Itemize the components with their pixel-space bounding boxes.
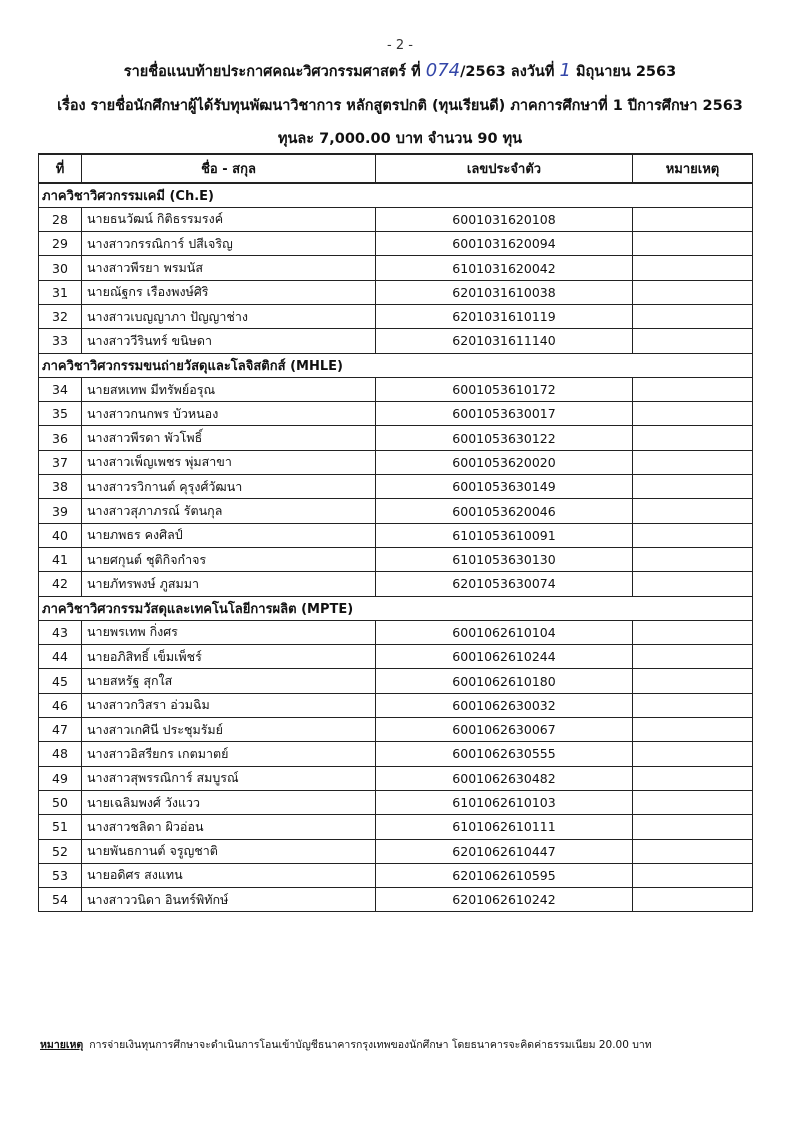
student-id: 6201062610242 (376, 888, 633, 912)
announcement-day: 1 (559, 60, 571, 81)
table-header-row (39, 154, 753, 183)
student-name: นางสาวกรรณิการ์ ปสีเจริญ (82, 232, 376, 256)
footnote-label: หมายเหตุ (40, 1039, 84, 1051)
student-id: 6101031620042 (376, 256, 633, 280)
student-name: นายพันธกานต์ จรูญชาติ (82, 839, 376, 863)
student-id: 6001062610104 (376, 620, 633, 644)
student-name: นางสาวอิสรียกร เกตมาตย์ (82, 742, 376, 766)
row-number: 43 (39, 620, 82, 644)
row-number: 30 (39, 256, 82, 280)
table-row (39, 426, 753, 450)
row-number: 39 (39, 499, 82, 523)
table-row (39, 207, 753, 231)
section-header-row (39, 353, 753, 377)
row-number: 33 (39, 329, 82, 353)
row-number: 34 (39, 377, 82, 401)
remarks-cell (633, 499, 753, 523)
remarks-cell (633, 620, 753, 644)
student-id: 6001031620108 (376, 207, 633, 231)
student-name: นายพรเทพ กิ่งศร (82, 620, 376, 644)
table-row (39, 815, 753, 839)
student-id: 6201062610447 (376, 839, 633, 863)
table-row (39, 766, 753, 790)
row-number: 38 (39, 475, 82, 499)
student-id: 6101062610103 (376, 790, 633, 814)
remarks-cell (633, 645, 753, 669)
student-id: 6001062630032 (376, 693, 633, 717)
table-row (39, 620, 753, 644)
table-row (39, 232, 753, 256)
table-row (39, 645, 753, 669)
remarks-cell (633, 693, 753, 717)
table-row (39, 304, 753, 328)
announcement-title (0, 60, 800, 83)
student-id: 6001062610244 (376, 645, 633, 669)
remarks-cell (633, 766, 753, 790)
row-number: 53 (39, 863, 82, 887)
remarks-cell (633, 207, 753, 231)
row-number: 47 (39, 718, 82, 742)
table-row (39, 572, 753, 596)
row-number: 32 (39, 304, 82, 328)
remarks-cell (633, 742, 753, 766)
student-id: 6201062610595 (376, 863, 633, 887)
announcement-number: 074 (425, 60, 461, 81)
remarks-cell (633, 790, 753, 814)
announcement-title-prefix: รายชื่อแนบท้ายประกาศคณะวิศวกรรมศาสตร์ ที่ (123, 64, 421, 80)
column-header-number: ที่ (39, 154, 82, 183)
table-row (39, 377, 753, 401)
student-name: นายเฉลิมพงศ์ วังแวว (82, 790, 376, 814)
table-row (39, 475, 753, 499)
remarks-cell (633, 839, 753, 863)
department-section-title: ภาควิชาวิศวกรรมเคมี (Ch.E) (39, 183, 753, 207)
table-body (39, 183, 753, 912)
row-number: 37 (39, 450, 82, 474)
department-section-title: ภาควิชาวิศวกรรมวัสดุและเทคโนโลยีการผลิต (MPTE) (39, 596, 753, 620)
section-header-row (39, 183, 753, 207)
student-name: นางสาวชลิดา ผิวอ่อน (82, 815, 376, 839)
row-number: 31 (39, 280, 82, 304)
table-row (39, 718, 753, 742)
remarks-cell (633, 718, 753, 742)
remarks-cell (633, 572, 753, 596)
department-section-title: ภาควิชาวิศวกรรมขนถ่ายวัสดุและโลจิสติกส์ (MHLE) (39, 353, 753, 377)
footnote-text: การจ่ายเงินทุนการศึกษาจะดำเนินการโอนเข้าบัญชีธนาคารกรุงเทพของนักศึกษา โดยธนาคารจะคิดค่าธรรมเนียม 20.00 บาท (89, 1039, 652, 1051)
student-name: นางสาววนิดา อินทร์พิทักษ์ (82, 888, 376, 912)
footnote (40, 1036, 652, 1053)
student-name: นางสาววีรินทร์ ขนิษดา (82, 329, 376, 353)
table-row (39, 839, 753, 863)
student-id: 6001062630482 (376, 766, 633, 790)
announcement-title-suffix: มิถุนายน 2563 (575, 64, 677, 80)
table-row (39, 329, 753, 353)
student-id: 6001053630017 (376, 402, 633, 426)
student-id: 6201053630074 (376, 572, 633, 596)
remarks-cell (633, 863, 753, 887)
table-row (39, 693, 753, 717)
student-name: นายศกุนต์ ชุติกิจกำจร (82, 547, 376, 571)
row-number: 36 (39, 426, 82, 450)
remarks-cell (633, 888, 753, 912)
row-number: 42 (39, 572, 82, 596)
column-header-remarks: หมายเหตุ (633, 154, 753, 183)
student-id: 6001053610172 (376, 377, 633, 401)
row-number: 49 (39, 766, 82, 790)
row-number: 41 (39, 547, 82, 571)
remarks-cell (633, 426, 753, 450)
table-row (39, 256, 753, 280)
remarks-cell (633, 329, 753, 353)
remarks-cell (633, 232, 753, 256)
row-number: 46 (39, 693, 82, 717)
row-number: 51 (39, 815, 82, 839)
table-row (39, 402, 753, 426)
student-name: นางสาวกนกพร บัวหนอง (82, 402, 376, 426)
table-row (39, 888, 753, 912)
student-name: นางสาวเบญญาภา ปัญญาช่าง (82, 304, 376, 328)
remarks-cell (633, 475, 753, 499)
remarks-cell (633, 402, 753, 426)
table-row (39, 547, 753, 571)
section-header-row (39, 596, 753, 620)
student-name: นางสาวเพ็ญเพชร พุ่มสาขา (82, 450, 376, 474)
remarks-cell (633, 523, 753, 547)
student-name: นายสหรัฐ สุกใส (82, 669, 376, 693)
announcement-title-middle: /2563 ลงวันที่ (460, 64, 555, 80)
student-id: 6001031620094 (376, 232, 633, 256)
student-name: นายณัฐกร เรืองพงษ์ศิริ (82, 280, 376, 304)
student-name: นางสาวพีรดา พัวโพธิ์ (82, 426, 376, 450)
student-id: 6001053620020 (376, 450, 633, 474)
student-name: นายอภิสิทธิ์ เข็มเพ็ชร์ (82, 645, 376, 669)
student-name: นายธนวัฒน์ กิติธรรมรงค์ (82, 207, 376, 231)
student-name: นางสาวรวิกานต์ คุรุงศ์วัฒนา (82, 475, 376, 499)
row-number: 40 (39, 523, 82, 547)
table-row (39, 742, 753, 766)
row-number: 52 (39, 839, 82, 863)
student-id: 6101053610091 (376, 523, 633, 547)
column-header-name: ชื่อ - สกุล (82, 154, 376, 183)
column-header-student-id: เลขประจำตัว (376, 154, 633, 183)
student-id: 6001053630122 (376, 426, 633, 450)
row-number: 29 (39, 232, 82, 256)
table-row (39, 499, 753, 523)
student-name: นางสาวเกศินี ประชุมรัมย์ (82, 718, 376, 742)
table-row (39, 450, 753, 474)
student-name: นายอดิศร สงแทน (82, 863, 376, 887)
row-number: 48 (39, 742, 82, 766)
table-row (39, 669, 753, 693)
student-id: 6101053630130 (376, 547, 633, 571)
table-row (39, 790, 753, 814)
subject-line: เรื่อง รายชื่อนักศึกษาผู้ได้รับทุนพัฒนาวิชาการ หลักสูตรปกติ (ทุนเรียนดี) ภาคการศึกษาที่ 1 ปีการศึกษา 2563 (57, 98, 743, 114)
row-number: 54 (39, 888, 82, 912)
remarks-cell (633, 547, 753, 571)
student-name: นางสาวสุพรรณิการ์ สมบูรณ์ (82, 766, 376, 790)
student-name: นางสาวกวิสรา อ่วมฉิม (82, 693, 376, 717)
row-number: 45 (39, 669, 82, 693)
remarks-cell (633, 815, 753, 839)
student-name: นายภพธร คงศิลป์ (82, 523, 376, 547)
student-name: นางสาวสุภาภรณ์ รัตนกุล (82, 499, 376, 523)
student-id: 6101062610111 (376, 815, 633, 839)
student-name: นายภัทรพงษ์ ภูสมมา (82, 572, 376, 596)
student-id: 6201031610038 (376, 280, 633, 304)
student-name: นางสาวพีรยา พรมนัส (82, 256, 376, 280)
remarks-cell (633, 669, 753, 693)
remarks-cell (633, 256, 753, 280)
student-id: 6001062630555 (376, 742, 633, 766)
remarks-cell (633, 377, 753, 401)
remarks-cell (633, 450, 753, 474)
student-id: 6201031610119 (376, 304, 633, 328)
row-number: 44 (39, 645, 82, 669)
student-id: 6001062610180 (376, 669, 633, 693)
table-row (39, 523, 753, 547)
student-id: 6201031611140 (376, 329, 633, 353)
student-name: นายสหเทพ มีทรัพย์อรุณ (82, 377, 376, 401)
page-number: - 2 - (387, 38, 413, 53)
row-number: 50 (39, 790, 82, 814)
table-row (39, 280, 753, 304)
remarks-cell (633, 280, 753, 304)
student-id: 6001053630149 (376, 475, 633, 499)
row-number: 35 (39, 402, 82, 426)
row-number: 28 (39, 207, 82, 231)
student-id: 6001062630067 (376, 718, 633, 742)
remarks-cell (633, 304, 753, 328)
table-row (39, 863, 753, 887)
student-list-table (38, 153, 753, 912)
scholarship-amount-line: ทุนละ 7,000.00 บาท จำนวน 90 ทุน (277, 131, 523, 147)
student-id: 6001053620046 (376, 499, 633, 523)
